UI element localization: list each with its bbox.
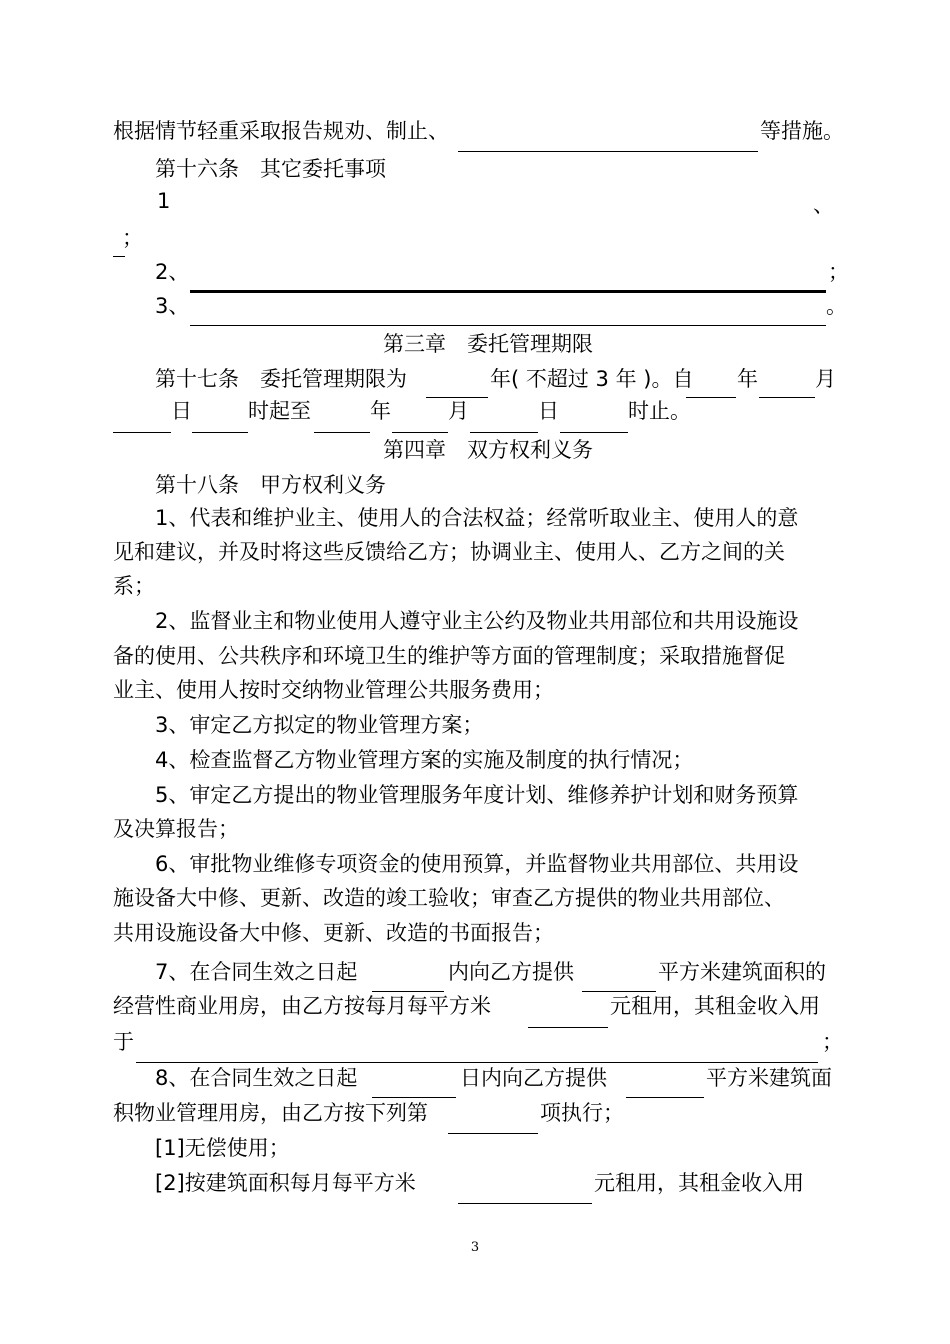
paragraph-line: 及决算报告； <box>113 817 239 841</box>
blank-line[interactable] <box>190 290 826 293</box>
punctuation: ； <box>822 1030 843 1054</box>
blank-line[interactable] <box>458 151 758 152</box>
paragraph-line: 8、在合同生效之日起 <box>155 1066 358 1090</box>
paragraph-line: 3、审定乙方拟定的物业管理方案； <box>155 713 484 737</box>
article-17-text: 第十七条 委托管理期限为 <box>155 367 407 391</box>
blank-line[interactable] <box>113 432 171 433</box>
item-number: 1 <box>157 189 171 213</box>
option-line: [1]无偿使用； <box>155 1136 290 1160</box>
article-16-title: 第十六条 其它委托事项 <box>155 157 386 181</box>
paragraph-line: 项执行； <box>540 1101 624 1125</box>
blank-line[interactable] <box>458 1203 592 1204</box>
blank-line[interactable] <box>190 325 826 326</box>
punctuation: ； <box>122 226 143 250</box>
clause-text: 根据情节轻重采取报告规劝、制止、 <box>113 119 449 143</box>
paragraph-line: 积物业管理用房，由乙方按下列第 <box>113 1101 428 1125</box>
item-number: 2、 <box>155 260 190 284</box>
paragraph-line: 内向乙方提供 <box>448 960 574 984</box>
paragraph-line: 平方米建筑面 <box>706 1066 832 1090</box>
clause-text: 年( 不超过 3 年 )。自 <box>490 367 694 391</box>
paragraph-line: 5、审定乙方提出的物业管理服务年度计划、维修养护计划和财务预算 <box>155 783 799 807</box>
clause-text: 年 <box>737 367 758 391</box>
paragraph-line: 备的使用、公共秩序和环境卫生的维护等方面的管理制度；采取措施督促 <box>113 644 785 668</box>
paragraph-line: 经营性商业用房，由乙方按每月每平方米 <box>113 994 491 1018</box>
blank-line[interactable] <box>686 397 736 398</box>
page-number: 3 <box>470 1240 480 1255</box>
blank-line[interactable] <box>113 256 125 257</box>
item-number: 3、 <box>155 294 190 318</box>
chapter-heading: 第三章 委托管理期限 <box>383 332 593 356</box>
blank-line[interactable] <box>560 432 628 433</box>
clause-text: 时起至 <box>248 399 311 423</box>
punctuation: ； <box>828 260 849 284</box>
punctuation: 。 <box>826 294 847 318</box>
paragraph-line: 2、监督业主和物业使用人遵守业主公约及物业共用部位和共用设施设 <box>155 609 799 633</box>
paragraph-line: 4、检查监督乙方物业管理方案的实施及制度的执行情况； <box>155 748 694 772</box>
article-18-title: 第十八条 甲方权利义务 <box>155 473 386 497</box>
paragraph-line: 1、代表和维护业主、使用人的合法权益；经常听取业主、使用人的意 <box>155 506 799 530</box>
paragraph-line: 7、在合同生效之日起 <box>155 960 358 984</box>
paragraph-line: 元租用，其租金收入用 <box>610 994 820 1018</box>
clause-text: 日 <box>538 399 559 423</box>
paragraph-line: 系； <box>113 574 155 598</box>
clause-text: 月 <box>448 399 469 423</box>
punctuation: 、 <box>813 193 834 217</box>
clause-text: 年 <box>370 399 391 423</box>
blank-line[interactable] <box>582 991 656 992</box>
blank-line[interactable] <box>136 1062 818 1063</box>
option-line: [2]按建筑面积每月每平方米 <box>155 1171 416 1195</box>
paragraph-line: 见和建议，并及时将这些反馈给乙方；协调业主、使用人、乙方之间的关 <box>113 540 785 564</box>
blank-line[interactable] <box>372 991 444 992</box>
paragraph-line: 于 <box>113 1030 134 1054</box>
paragraph-line: 业主、使用人按时交纳物业管理公共服务费用； <box>113 678 554 702</box>
blank-line[interactable] <box>626 1097 704 1098</box>
blank-line[interactable] <box>528 1027 608 1028</box>
clause-text: 月 <box>815 367 836 391</box>
blank-line[interactable] <box>392 432 448 433</box>
paragraph-line: 6、审批物业维修专项资金的使用预算，并监督物业共用部位、共用设 <box>155 852 799 876</box>
blank-line[interactable] <box>372 1097 456 1098</box>
clause-text: 等措施。 <box>760 119 844 143</box>
blank-line[interactable] <box>470 432 538 433</box>
option-line: 元租用，其租金收入用 <box>594 1171 804 1195</box>
blank-line[interactable] <box>192 432 248 433</box>
clause-text: 日 <box>171 399 192 423</box>
paragraph-line: 平方米建筑面积的 <box>658 960 826 984</box>
blank-line[interactable] <box>448 1133 538 1134</box>
blank-line[interactable] <box>314 432 370 433</box>
chapter-heading: 第四章 双方权利义务 <box>383 438 593 462</box>
paragraph-line: 施设备大中修、更新、改造的竣工验收；审查乙方提供的物业共用部位、 <box>113 886 785 910</box>
paragraph-line: 共用设施设备大中修、更新、改造的书面报告； <box>113 921 554 945</box>
clause-text: 时止。 <box>628 399 691 423</box>
blank-line[interactable] <box>759 397 815 398</box>
paragraph-line: 日内向乙方提供 <box>460 1066 607 1090</box>
